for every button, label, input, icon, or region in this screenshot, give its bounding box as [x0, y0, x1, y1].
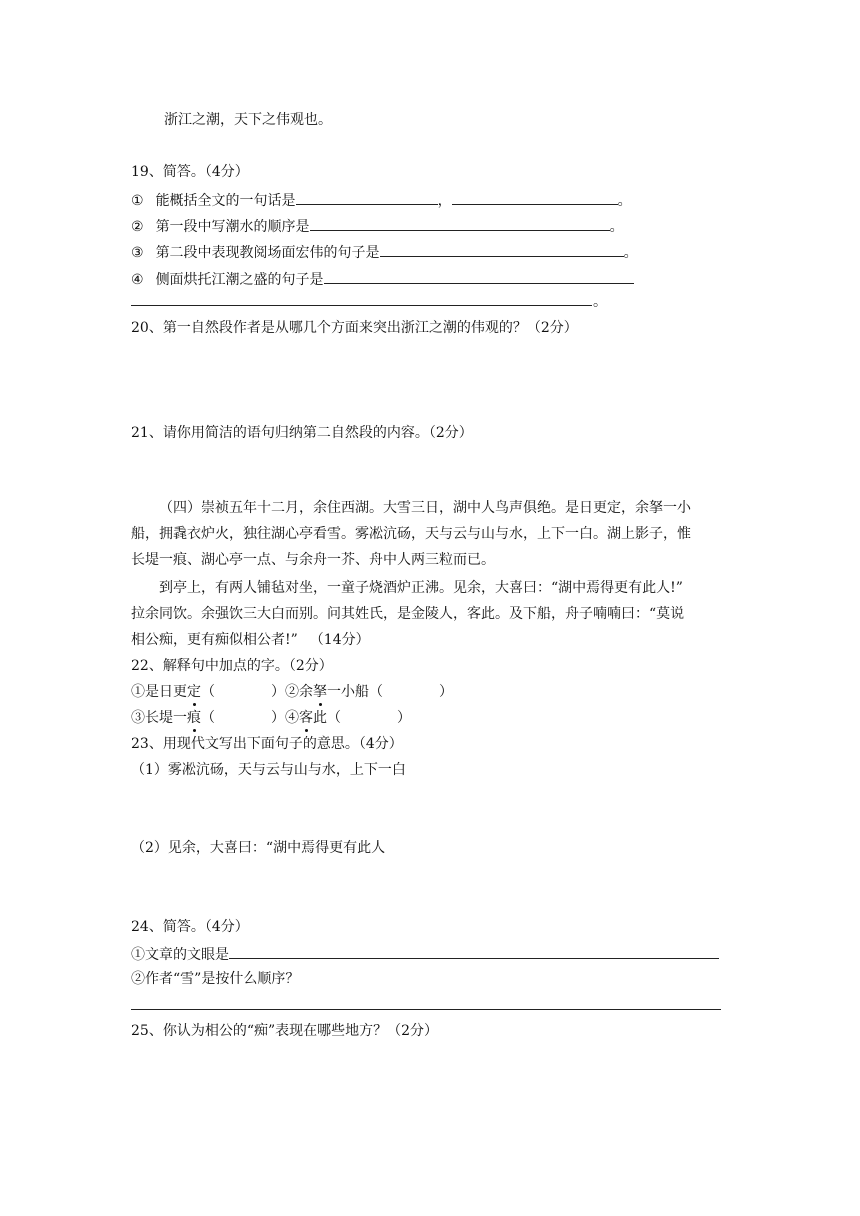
q22-row-1: ①是日更定（ ）②余拏一小船（ ） — [131, 684, 453, 700]
item-number: ③ — [131, 245, 144, 261]
q19-item-4-end: 。 — [593, 294, 607, 310]
q24-item-1: ①文章的文眼是 — [131, 943, 719, 965]
item-number: ② — [131, 219, 144, 235]
answer-blank[interactable] — [324, 268, 634, 284]
answer-blank[interactable] — [229, 943, 719, 959]
item-number: ① — [131, 193, 144, 209]
q19-item-2: ② 第一段中写潮水的顺序是 。 — [131, 215, 624, 237]
passage-p2-line3: 相公痴，更有痴似相公者!” （14分） — [131, 632, 370, 648]
passage-p2-line1: 到亭上，有两人铺毡对坐，一童子烧酒炉正沸。见余，大喜曰：“湖中焉得更有此人!” — [159, 580, 683, 596]
q23-sentence-2: （2）见余，大喜曰：“湖中焉得更有此人 — [131, 840, 386, 856]
answer-blank[interactable] — [296, 189, 438, 205]
q23-sentence-1: （1）雾凇沆砀，天与云与山与水，上下一白 — [131, 762, 406, 778]
q22-title: 22、解释句中加点的字。（2分） — [131, 658, 333, 674]
passage-p1-line1: （四）崇祯五年十二月，余住西湖。大雪三日，湖中人鸟声俱绝。是日更定，余拏一小 — [159, 500, 691, 516]
dotted-char: 拏 — [313, 684, 327, 700]
passage-p1-line3: 长堤一痕、湖心亭一点、与余舟一芥、舟中人两三粒而已。 — [131, 552, 495, 568]
answer-blank[interactable] — [452, 189, 618, 205]
q19-item-3: ③ 第二段中表现教阅场面宏伟的句子是 。 — [131, 241, 638, 263]
q19-item-1: ① 能概括全文的一句话是 ， 。 — [131, 189, 632, 211]
answer-line[interactable] — [131, 1009, 721, 1010]
answer-line[interactable] — [131, 305, 592, 306]
q22-row-2: ③长堤一痕（ ）④客此（ ） — [131, 710, 411, 726]
q24-title: 24、简答。（4分） — [131, 919, 249, 935]
q20: 20、第一自然段作者是从哪几个方面来突出浙江之潮的伟观的？（2分） — [131, 320, 578, 336]
passage-p1-line2: 船，拥毳衣炉火，独往湖心亭看雪。雾凇沆砀，天与云与山与水，上下一白。湖上影子，惟 — [131, 526, 691, 542]
q23-title: 23、用现代文写出下面句子的意思。（4分） — [131, 736, 403, 752]
q24-item-2: ②作者“雪”是按什么顺序？ — [131, 971, 300, 987]
dotted-char: 客 — [299, 710, 313, 726]
dotted-char: 痕 — [187, 710, 201, 726]
q19-title: 19、简答。（4分） — [131, 164, 249, 180]
item-text: 能概括全文的一句话是 — [155, 193, 296, 209]
q21: 21、请你用简洁的语句归纳第二自然段的内容。（2分） — [131, 425, 473, 441]
q19-item-4 — [131, 268, 634, 290]
item-text: 第一段中写潮水的顺序是 — [155, 219, 310, 235]
item-text: 侧面烘托江潮之盛的句子是 — [155, 272, 324, 288]
q25: 25、你认为相公的“痴”表现在哪些地方？（2分） — [131, 1023, 439, 1039]
dotted-char: 定 — [187, 684, 201, 700]
passage-p2-line2: 拉余同饮。余强饮三大白而别。问其姓氏，是金陵人，客此。及下船，舟子喃喃曰：“莫说 — [131, 606, 685, 622]
intro-line: 浙江之潮，天下之伟观也。 — [164, 112, 332, 128]
item-number: ④ — [131, 272, 144, 288]
answer-blank[interactable] — [380, 241, 624, 257]
answer-blank[interactable] — [310, 215, 610, 231]
passage-score: （14分） — [309, 632, 370, 648]
item-text: 第二段中表现教阅场面宏伟的句子是 — [155, 245, 380, 261]
